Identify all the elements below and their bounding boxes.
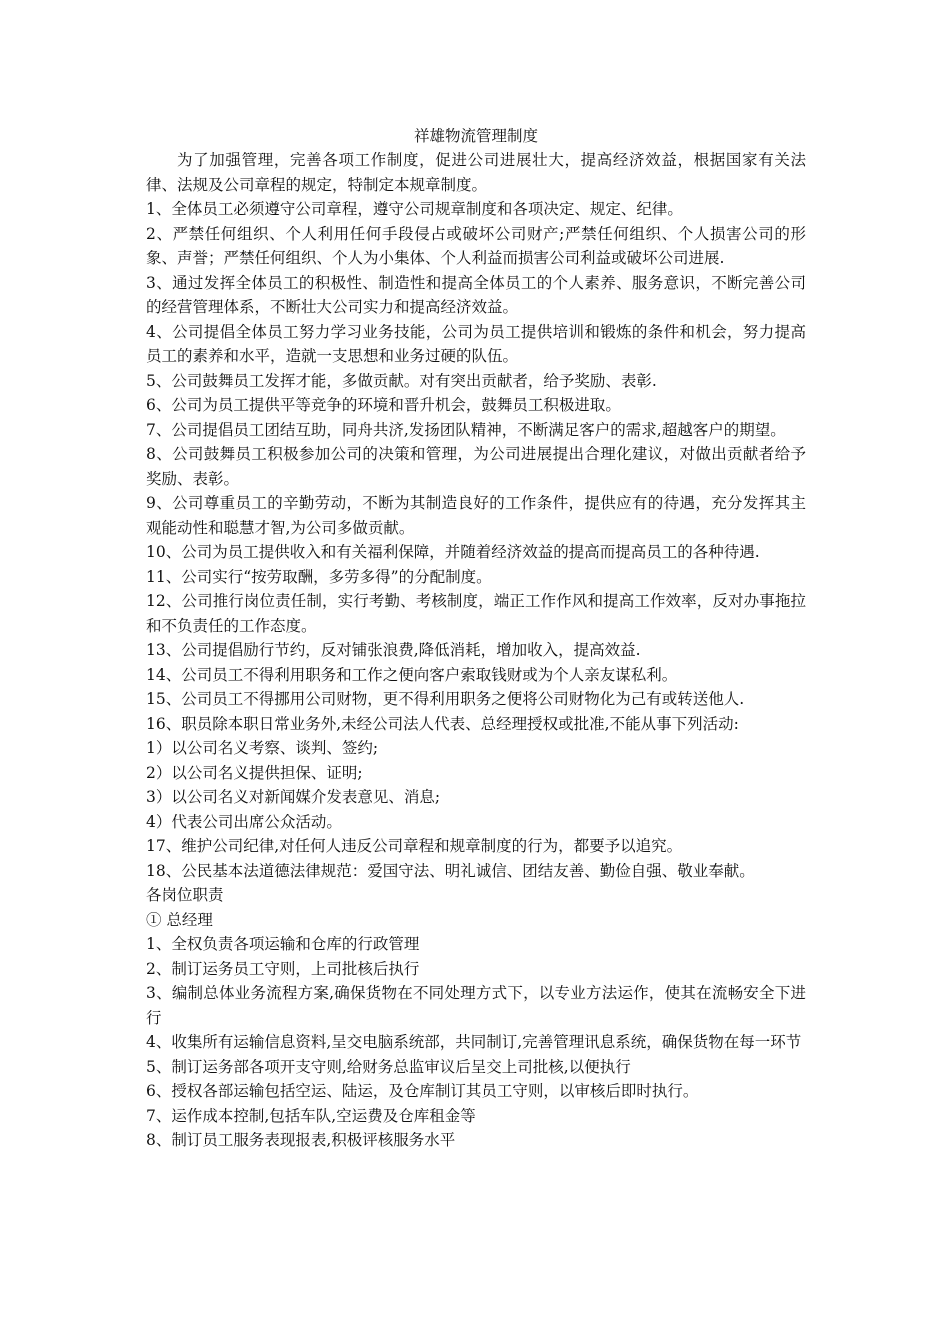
rule-item: 6、公司为员工提供平等竞争的环境和晋升机会，鼓舞员工积极进取。 [146,396,621,414]
rule-subitem: 3）以公司名义对新闻媒介发表意见、消息; [146,788,441,806]
duty-item: 4、收集所有运输信息资料,呈交电脑系统部，共同制订,完善管理讯息系统，确保货物在每一环节 [146,1033,802,1051]
rule-item: 8、公司鼓舞员工积极参加公司的决策和管理，为公司进展提出合理化建议，对做出贡献者给予奖励、表彰。 [146,445,806,488]
duty-item: 8、制订员工服务表现报表,积极评核服务水平 [146,1131,456,1149]
rule-item: 14、公司员工不得利用职务和工作之便向客户索取钱财或为个人亲友谋私利。 [146,665,678,684]
rule-item: 11、公司实行“按劳取酬，多劳多得”的分配制度。 [146,567,492,586]
rule-item: 7、公司提倡员工团结互助，同舟共济,发扬团队精神，不断满足客户的需求,超越客户的期望。 [146,420,786,439]
rule-item: 3、通过发挥全体员工的积极性、制造性和提高全体员工的个人素养、服务意识，不断完善公司的经营管理体系，不断壮大公司实力和提高经济效益。 [146,273,806,316]
rule-subitem: 2）以公司名义提供担保、证明; [146,763,363,782]
intro-paragraph: 为了加强管理，完善各项工作制度，促进公司进展壮大，提高经济效益，根据国家有关法律、法规及公司章程的规定，特制定本规章制度。 [146,151,806,194]
rule-item: 13、公司提倡励行节约，反对铺张浪费,降低消耗，增加收入，提高效益. [146,641,641,659]
rule-subitem: 4）代表公司出席公众活动。 [146,812,342,831]
duty-item: 7、运作成本控制,包括车队,空运费及仓库租金等 [146,1106,476,1125]
rule-item: 18、公民基本法道德法律规范：爱国守法、明礼诚信、团结友善、勤俭自强、敬业奉献。 [146,861,755,880]
duty-item: 6、授权各部运输包括空运、陆运，及仓库制订其员工守则，以审核后即时执行。 [146,1082,699,1100]
document-title: 祥雄物流管理制度 [413,127,538,145]
rule-item: 10、公司为员工提供收入和有关福利保障，并随着经济效益的提高而提高员工的各种待遇. [146,543,760,561]
rule-subitem: 1）以公司名义考察、谈判、签约; [146,739,379,757]
rule-item: 4、公司提倡全体员工努力学习业务技能，公司为员工提供培训和锻炼的条件和机会，努力提高员工的素养和水平，造就一支思想和业务过硬的队伍。 [146,322,806,365]
rule-item: 15、公司员工不得挪用公司财物，更不得利用职务之便将公司财物化为己有或转送他人. [146,690,745,708]
rule-item: 9、公司尊重员工的辛勤劳动，不断为其制造良好的工作条件，提供应有的待遇，充分发挥其主观能动性和聪慧才智,为公司多做贡献。 [146,494,806,537]
duty-item: 5、制订运务部各项开支守则,给财务总监审议后呈交上司批核,以便执行 [146,1057,631,1076]
section-heading: 各岗位职责 [146,886,224,904]
rules-list [146,197,806,883]
rule-item: 17、维护公司纪律,对任何人违反公司章程和规章制度的行为，都要予以追究。 [146,837,683,855]
duty-item: 1、全权负责各项运输和仓库的行政管理 [146,935,420,953]
duty-item: 2、制订运务员工守则，上司批核后执行 [146,959,420,978]
duties-list [146,932,806,1153]
rule-item: 5、公司鼓舞员工发挥才能，多做贡献。对有突出贡献者，给予奖励、表彰. [146,371,657,390]
rule-item: 1、全体员工必须遵守公司章程，遵守公司规章制度和各项决定、规定、纪律。 [146,200,683,218]
rule-item: 2、严禁任何组织、个人利用任何手段侵占或破坏公司财产;严禁任何组织、个人损害公司的形象、声誉；严禁任何组织、个人为小集体、个人利益而损害公司利益或破坏公司进展. [146,224,806,267]
rule-item: 12、公司推行岗位责任制，实行考勤、考核制度，端正工作作风和提高工作效率，反对办事拖拉和不负责任的工作态度。 [146,592,806,635]
document-page [146,124,806,1153]
subsection-heading: ① 总经理 [146,910,213,929]
duty-item: 3、编制总体业务流程方案,确保货物在不同处理方式下，以专业方法运作，使其在流畅安全下进行 [146,984,806,1027]
rule-item: 16、职员除本职日常业务外,未经公司法人代表、总经理授权或批准,不能从事下列活动: [146,714,739,733]
